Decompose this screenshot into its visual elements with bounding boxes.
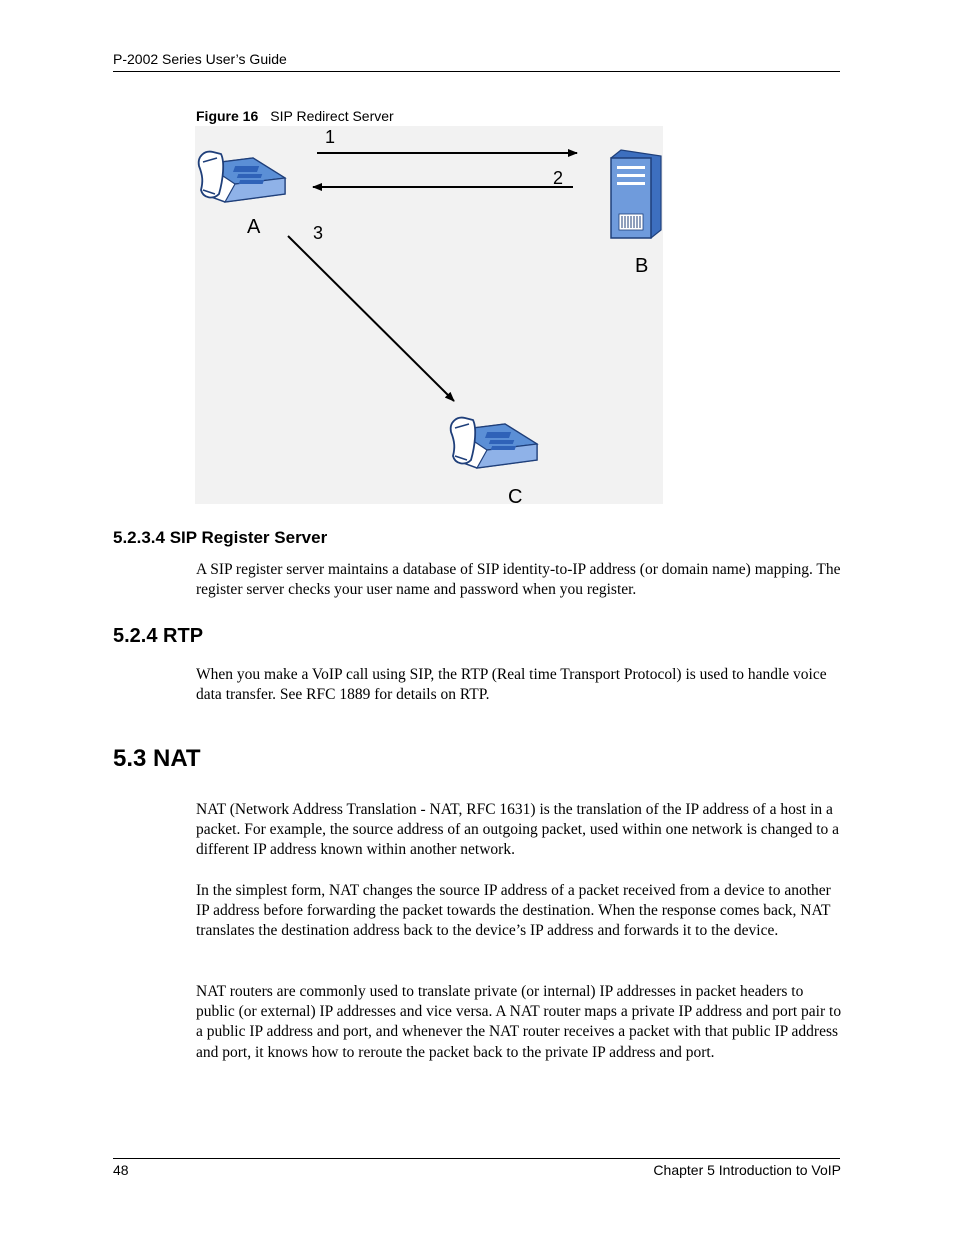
step-label-2: 2 bbox=[553, 168, 564, 188]
page-number: 48 bbox=[113, 1162, 129, 1178]
section-heading-5-3: 5.3 NAT bbox=[113, 745, 201, 772]
arrow-3 bbox=[288, 236, 454, 401]
chapter-title: Chapter 5 Introduction to VoIP bbox=[653, 1162, 841, 1178]
node-label-b: B bbox=[635, 255, 649, 277]
nat-paragraph: NAT (Network Address Translation - NAT, RFC 1631) is the translation of the IP address of a host in a packet. For example, the source address of an outgoing packet, used within one network is changed to a different IP address known within another network. bbox=[196, 801, 840, 859]
phone-a-icon bbox=[199, 152, 285, 202]
nat-paragraph: In the simplest form, NAT changes the source IP address of a packet received from a device to another IP address before forwarding the packet towards the destination. When the response comes back, NAT translates the destination address back to the device’s IP address and forwards it to the device. bbox=[196, 882, 831, 940]
nat-paragraph: NAT routers are commonly used to translate private (or internal) IP addresses in packet headers to public (or external) IP addresses and vice versa. A NAT router maps a private IP address and port pair to a public IP address and port, and whenever the NAT router receives a packet with that public IP address and port, it knows how to reroute the packet back to the private IP address and port. bbox=[196, 983, 842, 1061]
running-header: P-2002 Series User’s Guide bbox=[113, 51, 287, 67]
step-label-1: 1 bbox=[325, 127, 336, 147]
section-heading-5-2-3-4: 5.2.3.4 SIP Register Server bbox=[113, 528, 328, 547]
node-label-a: A bbox=[247, 216, 261, 238]
footer-rule bbox=[113, 1158, 840, 1159]
server-b-icon bbox=[611, 150, 661, 238]
header-rule bbox=[113, 71, 840, 72]
figure-title: SIP Redirect Server bbox=[270, 108, 394, 124]
figure-label: Figure 16 bbox=[196, 108, 259, 124]
step-label-3: 3 bbox=[313, 223, 324, 243]
section-5-2-4-body: When you make a VoIP call using SIP, the RTP (Real time Transport Protocol) is used to handle voice data transfer. See RFC 1889 for details on RTP. bbox=[196, 666, 827, 704]
section-5-2-3-4-body: A SIP register server maintains a database of SIP identity-to-IP address (or domain name) mapping. The register server checks your user name and password when you register. bbox=[196, 561, 841, 599]
phone-c-icon bbox=[451, 418, 537, 468]
node-label-c: C bbox=[508, 486, 523, 504]
sip-redirect-diagram bbox=[195, 126, 663, 504]
section-heading-5-2-4: 5.2.4 RTP bbox=[113, 625, 204, 647]
figure-caption bbox=[196, 108, 394, 124]
